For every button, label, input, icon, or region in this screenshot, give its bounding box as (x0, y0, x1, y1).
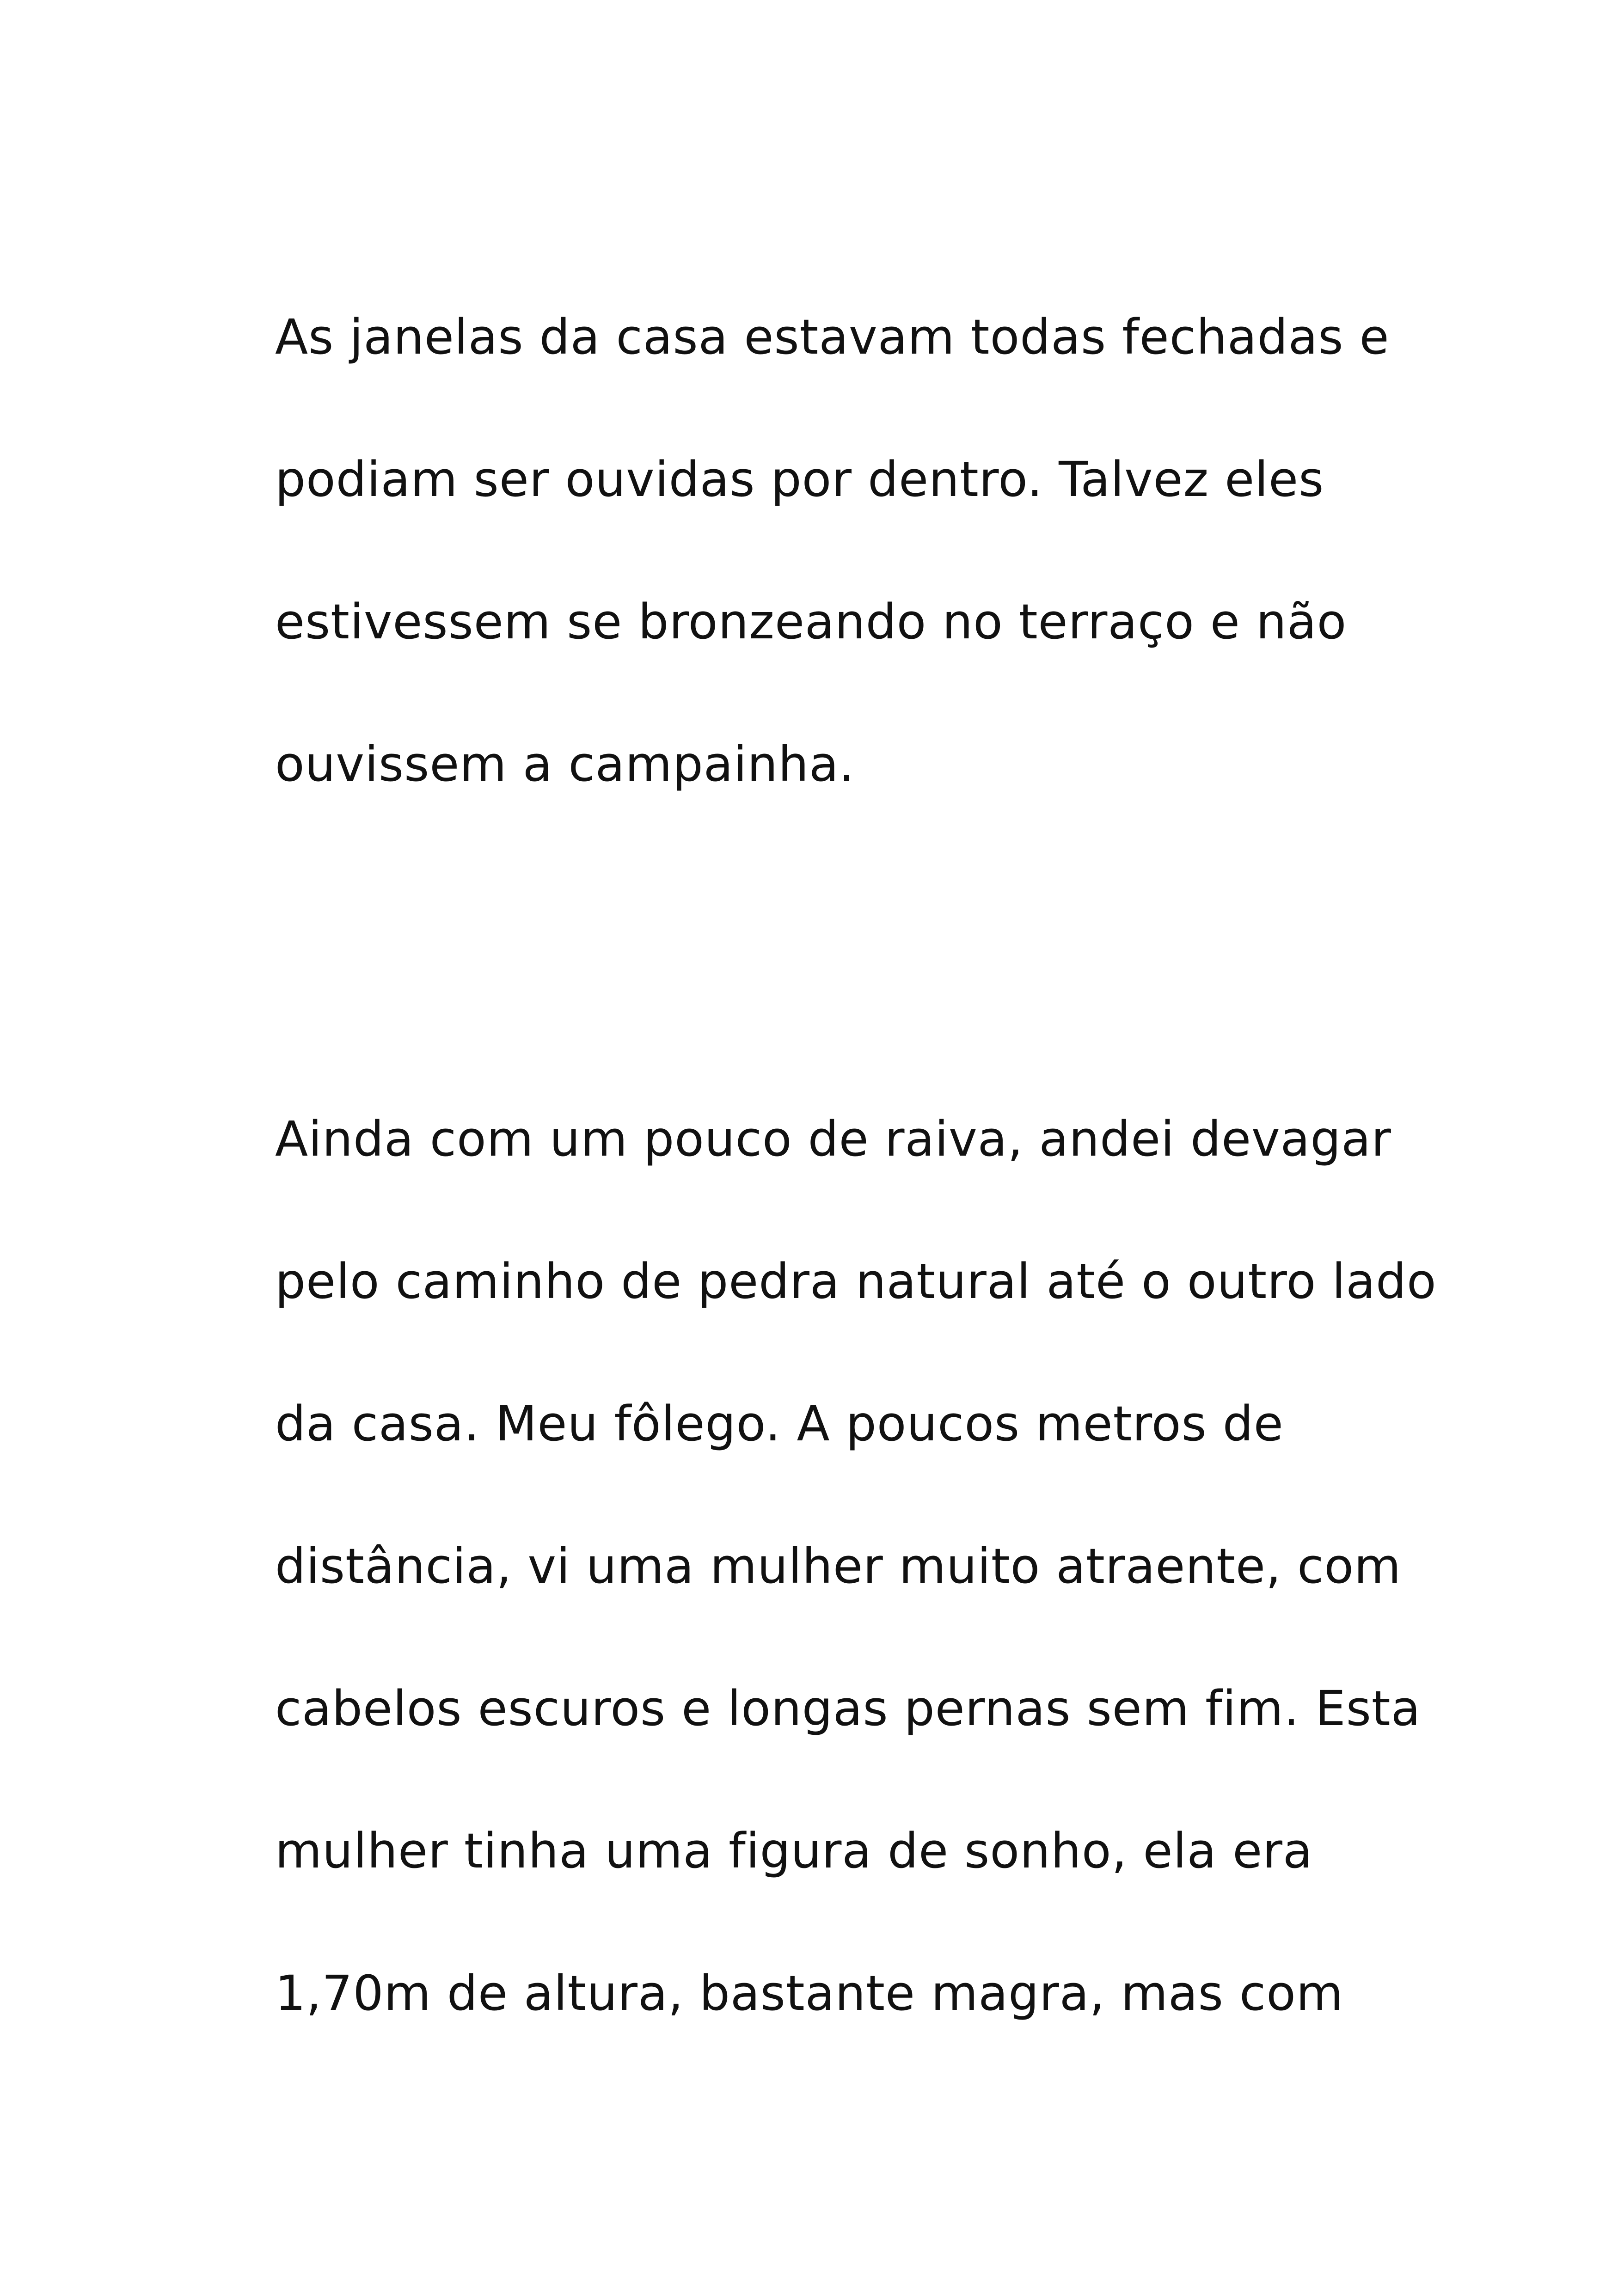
text-line: Ainda com um pouco de raiva, andei devagar (275, 1111, 1391, 1167)
text-line: pelo caminho de pedra natural até o outro lado (275, 1253, 1437, 1310)
text-line: distância, vi uma mulher muito atraente, com (275, 1538, 1402, 1594)
text-line: da casa. Meu fôlego. A poucos metros de (275, 1396, 1284, 1452)
text-line: estivessem se bronzeando no terraço e não (275, 594, 1347, 650)
text-line: ouvissem a campainha. (275, 736, 855, 792)
text-line: mulher tinha uma figura de sonho, ela era (275, 1823, 1313, 1879)
paragraph-2 (275, 1068, 1437, 2064)
text-line: 1,70m de altura, bastante magra, mas com (275, 1965, 1344, 2021)
text-line: podiam ser ouvidas por dentro. Talvez eles (275, 451, 1324, 508)
text-line: cabelos escuros e longas pernas sem fim. Esta (275, 1680, 1421, 1737)
paragraph-1 (275, 266, 1431, 835)
text-line: As janelas da casa estavam todas fechadas e (275, 309, 1390, 365)
